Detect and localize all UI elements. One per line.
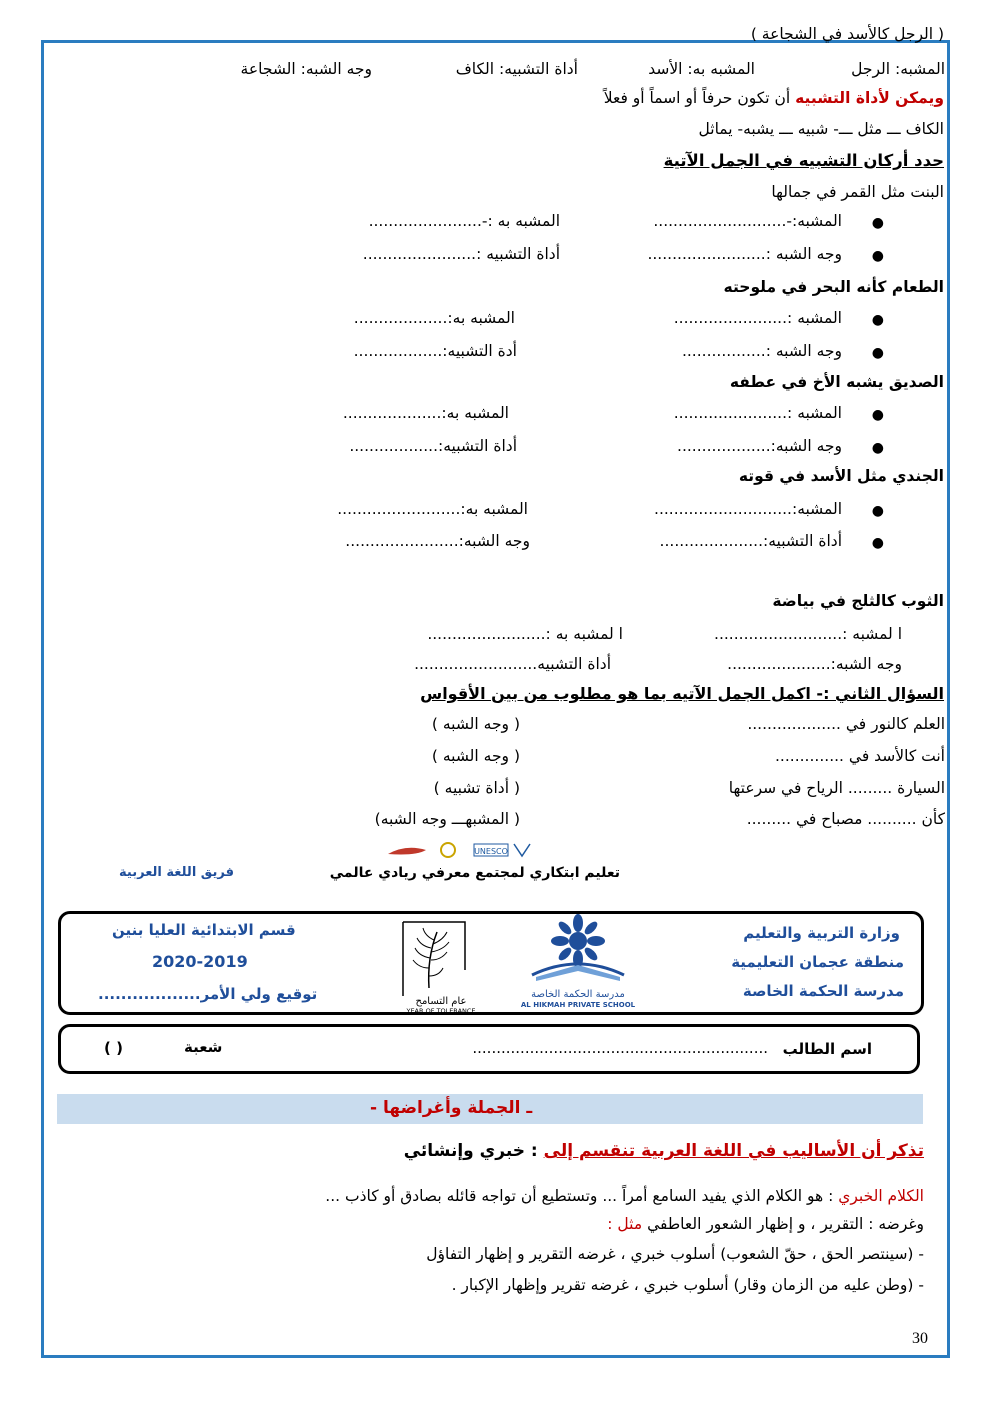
q2-hint-3: ( أداة تشبيه ): [433, 779, 520, 797]
exercise-3-sentence: الصديق يشبه الأخ في عطفه: [729, 373, 944, 391]
exercise-3-mushabbah: المشبه :.......................: [673, 404, 842, 422]
q2-sentence-1: العلم كالنور في ...................: [747, 715, 945, 733]
exercise-3-wajh: وجه الشبه:...................: [677, 437, 842, 455]
example-1: - (سينتصر الحق ، حقّ الشعوب) أسلوب خبري ، غرضه التقرير و إظهار التفاؤل: [426, 1245, 924, 1263]
zone-line: منطقة عجمان التعليمية: [731, 953, 904, 971]
part-mushabbah: المشبه: الرجل: [851, 60, 945, 78]
svg-text:عام التسامح: عام التسامح: [415, 996, 467, 1007]
exercise-3-mushabbah-bih: المشبه به:....................: [342, 404, 509, 422]
tool-note-rest: أن تكون حرفاً أو اسماً أو فعلاً: [603, 89, 791, 107]
svg-text:YEAR OF TOLERANCE: YEAR OF TOLERANCE: [406, 1007, 476, 1014]
purpose-red: مثل :: [607, 1215, 643, 1233]
exercise-4-mushabbah: المشبه:............................: [654, 500, 842, 518]
q2-sentence-4: كأن .......... مصباح في .........: [746, 810, 945, 828]
example-2: - (وطن عليه من الزمان وقار) أسلوب خبري ، غرضه تقرير وإظهار الإكبار .: [451, 1276, 924, 1294]
part-tool: أداة التشبيه: الكاف: [455, 60, 578, 78]
q2-sentence-3: السيارة ......... الرياح في سرعتها: [728, 779, 945, 797]
svg-text:AL HIKMAH PRIVATE SCHOOL: AL HIKMAH PRIVATE SCHOOL: [520, 1001, 636, 1009]
department-line: قسم الابتدائية العليا بنين: [112, 921, 296, 939]
exercise-5-tool: أداة التشبيه.........................: [414, 655, 611, 673]
tool-note-red: ويمكن لأداة التشبيه: [795, 89, 944, 107]
bullet-icon: ●: [871, 407, 884, 423]
bullet-icon: ●: [871, 535, 884, 551]
q2-sentence-2: أنت كالأسد في ..............: [775, 747, 945, 765]
ministry-line: وزارة التربية والتعليم: [743, 924, 900, 942]
exercise-4-tool: أداة التشبيه:.....................: [659, 532, 842, 550]
section-label: شعبة: [184, 1038, 223, 1056]
bullet-icon: ●: [871, 248, 884, 264]
exercise-2-tool: أدة التشبيه:..................: [353, 342, 517, 360]
bullet-icon: ●: [871, 503, 884, 519]
instruction-heading: حدد أركان التشبيه في الجمل الآتية: [663, 151, 944, 170]
exercise-5-mushabbah-bih: ا لمشبه به :........................: [427, 625, 623, 643]
year-line: 2020-2019: [152, 952, 248, 971]
student-name-label: اسم الطالب: [782, 1040, 872, 1058]
section-field[interactable]: ( ): [104, 1039, 123, 1057]
khabari-definition: [325, 1188, 924, 1205]
exercise-5-mushabbah: ا لمشبه :..........................: [714, 625, 902, 643]
bullet-icon: ●: [871, 215, 884, 231]
question-2-title: السؤال الثاني :- اكمل الجمل الآتيه بما هو مطلوب من بين الأقواس: [420, 684, 944, 703]
exercise-1-mushabbah-bih: المشبه به :-.......................: [368, 212, 560, 230]
exercise-4-mushabbah-bih: المشبه به:.........................: [337, 500, 528, 518]
q2-hint-2: ( وجه الشبه ): [431, 747, 520, 765]
part-wajh: وجه الشبه: الشجاعة: [240, 60, 372, 78]
school-motto: تعليم ابتكاري لمجتمع معرفي ريادي عالمي: [329, 865, 620, 881]
school-line: مدرسة الحكمة الخاصة: [742, 982, 904, 1000]
svg-text:مدرسة الحكمة الخاصة: مدرسة الحكمة الخاصة: [531, 989, 625, 1000]
exercise-1-wajh: وجه الشبه :........................: [647, 245, 842, 263]
tool-note: [604, 90, 944, 107]
exercise-1-sentence: البنت مثل القمر في جمالها: [771, 183, 944, 201]
exercise-2-mushabbah-bih: المشبه به:...................: [353, 309, 515, 327]
remember-line: [404, 1142, 924, 1161]
purpose-line: [607, 1216, 924, 1233]
exercise-2-wajh: وجه الشبه :.................: [681, 342, 842, 360]
lesson-title: ـ الجملة وأغراضها -: [370, 1098, 533, 1118]
bullet-icon: ●: [871, 345, 884, 361]
exercise-1-mushabbah: المشبه:-...........................: [653, 212, 842, 230]
example-sentence: ( الرجل كالأسد في الشجاعة ): [750, 25, 944, 43]
student-name-field[interactable]: ..............................................................: [472, 1039, 768, 1057]
remember-black: : خبري وإنشائي: [403, 1141, 538, 1161]
parent-signature: توقيع ولي الأمر..................: [98, 985, 318, 1003]
bullet-icon: ●: [871, 440, 884, 456]
q2-hint-1: ( وجه الشبه ): [431, 715, 520, 733]
purpose-text: وغرضه : التقرير ، و إظهار الشعور العاطفي: [647, 1215, 924, 1233]
khabari-def: : هو الكلام الذي يفيد السامع أمراً ... وتستطيع أن تواجه قائله بصادق أو كاذب ...: [325, 1187, 834, 1205]
exercise-3-tool: أداة التشبيه:..................: [349, 437, 517, 455]
exercise-1-tool: أداة التشبيه :.......................: [362, 245, 560, 263]
arabic-team: فريق اللغة العربية: [119, 865, 234, 880]
tolerance-logo: [381, 918, 477, 1014]
khabari-label: الكلام الخبري: [838, 1187, 924, 1205]
exercise-2-sentence: الطعام كأنه البحر في ملوحته: [723, 278, 944, 296]
part-mushabbah-bih: المشبه به: الأسد: [648, 60, 755, 78]
exercise-5-wajh: وجه الشبه:.....................: [727, 655, 902, 673]
tools-list: الكاف ـــ مثل ـــ- شبيه ـــ يشبه- يماثل: [698, 120, 944, 138]
school-logo: [514, 913, 642, 1009]
remember-red: تذكر أن الأساليب في اللغة العربية تنقسم إلى: [543, 1141, 924, 1161]
svg-text:UNESCO: UNESCO: [474, 847, 508, 856]
exercise-5-sentence: الثوب كالثلج في بياضة: [772, 592, 944, 610]
bullet-icon: ●: [871, 312, 884, 328]
q2-hint-4: ( المشبهـــ وجه الشبه): [374, 810, 520, 828]
exercise-4-wajh: وجه الشبه:.......................: [345, 532, 530, 550]
partner-logos: [386, 840, 546, 860]
exercise-2-mushabbah: المشبه :.......................: [673, 309, 842, 327]
page-number: 30: [912, 1330, 928, 1347]
exercise-4-sentence: الجندي مثل الأسد في قوته: [738, 467, 944, 485]
